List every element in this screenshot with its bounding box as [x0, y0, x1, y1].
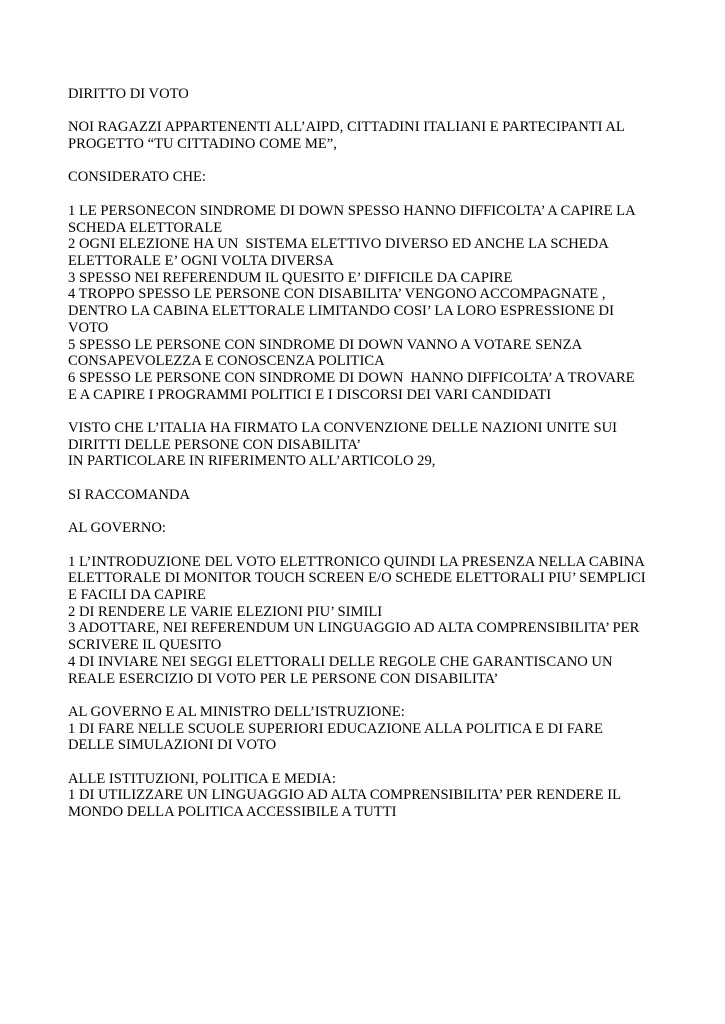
governo-istruzione-line: DELLE SIMULAZIONI DI VOTO: [68, 737, 277, 754]
istituzioni-line: MONDO DELLA POLITICA ACCESSIBILE A TUTTI: [68, 804, 397, 821]
raccomanda-heading: SI RACCOMANDA: [68, 486, 191, 503]
governo-line: 4 DI INVIARE NEI SEGGI ELETTORALI DELLE REGOLE CHE GARANTISCANO UN: [68, 653, 613, 670]
document-body: [68, 86, 668, 821]
intro-line: PROGETTO “TU CITTADINO COME ME”,: [68, 136, 337, 153]
intro-paragraph: [68, 119, 668, 152]
document-title: DIRITTO DI VOTO: [68, 86, 189, 102]
governo-heading: AL GOVERNO:: [68, 520, 166, 537]
governo-line: 2 DI RENDERE LE VARIE ELEZIONI PIU’ SIMILI: [68, 603, 383, 620]
considerato-list: [68, 203, 668, 403]
visto-line: VISTO CHE L’ITALIA HA FIRMATO LA CONVENZIONE DELLE NAZIONI UNITE SUI: [68, 420, 618, 436]
governo-line: ELETTORALE DI MONITOR TOUCH SCREEN E/O SCHEDE ELETTORALI PIU’ SEMPLICI: [68, 570, 646, 587]
considerato-line: VOTO: [68, 319, 109, 336]
governo-istruzione-line: 1 DI FARE NELLE SCUOLE SUPERIORI EDUCAZIONE ALLA POLITICA E DI FARE: [68, 720, 603, 737]
spacer: [68, 186, 668, 203]
spacer: [68, 754, 668, 771]
spacer: [68, 687, 668, 704]
governo-line: REALE ESERCIZIO DI VOTO PER LE PERSONE CON DISABILITA’: [68, 670, 499, 687]
spacer: [68, 470, 668, 487]
considerato-line: 3 SPESSO NEI REFERENDUM IL QUESITO E’ DIFFICILE DA CAPIRE: [68, 269, 513, 286]
governo-line: 1 L’INTRODUZIONE DEL VOTO ELETTRONICO QUINDI LA PRESENZA NELLA CABINA: [68, 553, 645, 570]
visto-line: IN PARTICOLARE IN RIFERIMENTO ALL’ARTICOLO 29,: [68, 453, 436, 470]
istituzioni-line: 1 DI UTILIZZARE UN LINGUAGGIO AD ALTA COMPRENSIBILITA’ PER RENDERE IL: [68, 787, 621, 804]
considerato-line: SCHEDA ELETTORALE: [68, 219, 223, 236]
visto-paragraph: [68, 420, 668, 470]
considerato-line: DENTRO LA CABINA ELETTORALE LIMITANDO COSI’ LA LORO ESPRESSIONE DI: [68, 303, 614, 320]
spacer: [68, 537, 668, 554]
istituzioni-line: ALLE ISTITUZIONI, POLITICA E MEDIA:: [68, 770, 336, 787]
spacer: [68, 403, 668, 420]
spacer: [68, 153, 668, 170]
istituzioni-paragraph: [68, 771, 668, 821]
spacer: [68, 103, 668, 120]
visto-line: DIRITTI DELLE PERSONE CON DISABILITA’: [68, 436, 362, 453]
considerato-line: ELETTORALE E’ OGNI VOLTA DIVERSA: [68, 252, 334, 269]
governo-line: E FACILI DA CAPIRE: [68, 586, 206, 603]
considerato-line: CONSAPEVOLEZZA E CONOSCENZA POLITICA: [68, 353, 385, 370]
spacer: [68, 504, 668, 521]
governo-istruzione-paragraph: [68, 704, 668, 754]
governo-istruzione-line: AL GOVERNO E AL MINISTRO DELL’ISTRUZIONE:: [68, 703, 405, 720]
governo-line: 3 ADOTTARE, NEI REFERENDUM UN LINGUAGGIO AD ALTA COMPRENSIBILITA’ PER: [68, 620, 640, 637]
considerato-line: E A CAPIRE I PROGRAMMI POLITICI E I DISCORSI DEI VARI CANDIDATI: [68, 386, 552, 403]
considerato-line: 5 SPESSO LE PERSONE CON SINDROME DI DOWN VANNO A VOTARE SENZA: [68, 336, 583, 353]
considerato-heading: CONSIDERATO CHE:: [68, 169, 206, 186]
governo-line: SCRIVERE IL QUESITO: [68, 637, 222, 654]
considerato-line: 1 LE PERSONECON SINDROME DI DOWN SPESSO HANNO DIFFICOLTA’ A CAPIRE LA: [68, 202, 636, 219]
governo-list: [68, 554, 668, 688]
considerato-line: 4 TROPPO SPESSO LE PERSONE CON DISABILITA’ VENGONO ACCOMPAGNATE ,: [68, 286, 606, 303]
considerato-line: 6 SPESSO LE PERSONE CON SINDROME DI DOWN HANNO DIFFICOLTA’ A TROVARE: [68, 369, 635, 386]
intro-line: NOI RAGAZZI APPARTENENTI ALL’AIPD, CITTADINI ITALIANI E PARTECIPANTI AL: [68, 119, 625, 136]
considerato-line: 2 OGNI ELEZIONE HA UN SISTEMA ELETTIVO DIVERSO ED ANCHE LA SCHEDA: [68, 236, 609, 253]
